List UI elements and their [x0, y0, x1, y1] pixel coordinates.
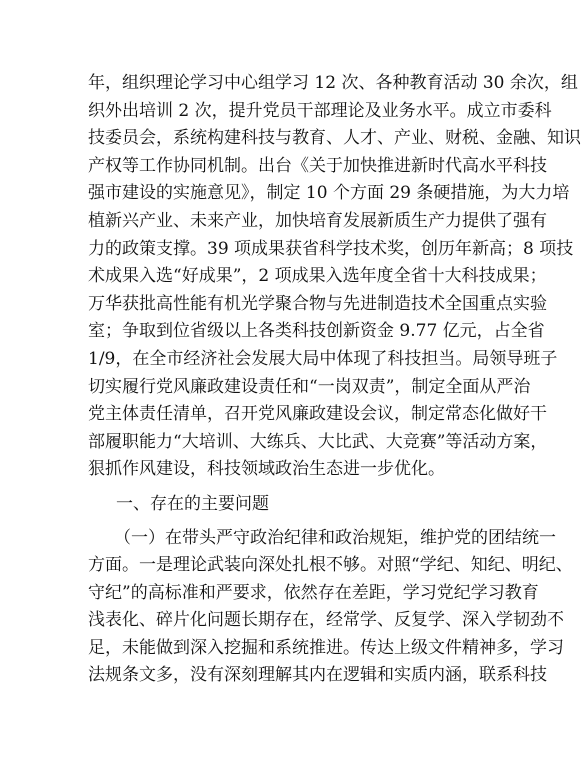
body-line: 力的政策支撑。39 项成果获省科学技术奖，创历年新高；8 项技	[88, 238, 574, 259]
document-body	[88, 70, 581, 690]
body-line: 部履职能力“大培训、大练兵、大比武、大竞赛”等活动方案，	[88, 431, 548, 452]
section-heading: 一、存在的主要问题	[116, 493, 269, 514]
body-line: 法规条文多，没有深刻理解其内在逻辑和实质内涵，联系科技	[88, 665, 547, 686]
body-line: 植新兴产业、未来产业，加快培育发展新质生产力提供了强有	[88, 210, 547, 231]
body-line: 党主体责任清单，召开党风廉政建设会议，制定常态化做好干	[88, 404, 547, 425]
body-line: 产权等工作协同机制。出台《关于加快推进新时代高水平科技	[88, 155, 547, 176]
body-line: 强市建设的实施意见》，制定 10 个方面 29 条硬措施，为大力培	[88, 183, 570, 204]
body-line: 足，未能做到深入挖掘和系统推进。传达上级文件精神多，学习	[88, 637, 564, 658]
body-line: （一）在带头严守政治纪律和政治规矩，维护党的团结统一	[114, 527, 556, 548]
body-line: 术成果入选“好成果”，2 项成果入选年度全省十大科技成果；	[88, 266, 547, 287]
body-line: 万华获批高性能有机光学聚合物与先进制造技术全国重点实验	[88, 293, 547, 314]
body-line: 切实履行党风廉政建设责任和“一岗双责”，制定全面从严治	[88, 376, 531, 397]
body-line: 浅表化、碎片化问题长期存在，经常学、反复学、深入学韧劲不	[88, 610, 564, 631]
body-line: 技委员会，系统构建科技与教育、人才、产业、财税、金融、知识	[88, 128, 581, 149]
body-line: 狠抓作风建设，科技领域政治生态进一步优化。	[88, 459, 445, 480]
body-line: 1/9，在全市经济社会发展大局中体现了科技担当。局领导班子	[88, 348, 558, 369]
body-line: 方面。一是理论武装向深处扎根不够。对照“学纪、知纪、明纪、	[88, 555, 573, 576]
body-line: 室；争取到位省级以上各类科技创新资金 9.77 亿元，占全省	[88, 321, 545, 342]
body-line: 守纪”的高标准和严要求，依然存在差距，学习党纪学习教育	[88, 582, 539, 603]
body-line: 年，组织理论学习中心组学习 12 次、各种教育活动 30 余次，组	[88, 73, 578, 93]
body-line: 织外出培训 2 次，提升党员干部理论及业务水平。成立市委科	[88, 100, 552, 121]
